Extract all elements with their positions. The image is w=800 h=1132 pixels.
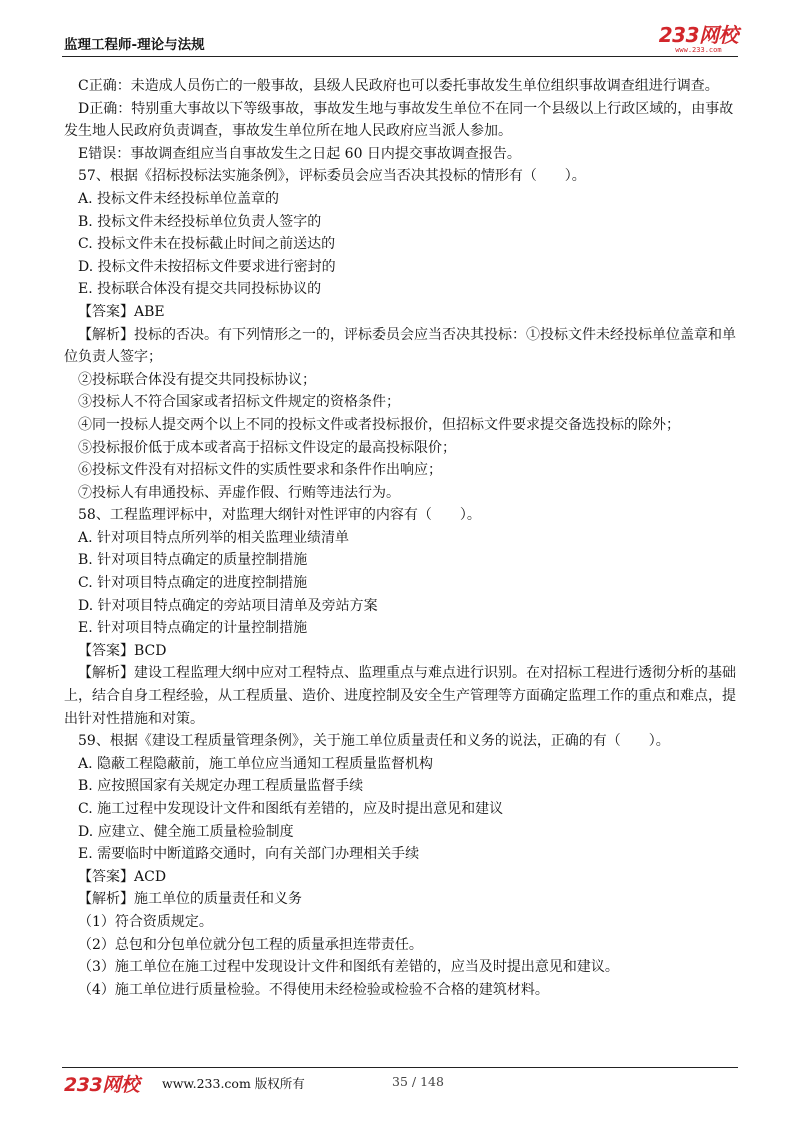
text-line: E. 投标联合体没有提交共同投标协议的 — [78, 281, 322, 298]
text-line: 58、工程监理评标中，对监理大纲针对性评审的内容有（ ）。 — [78, 507, 481, 524]
text-line: 【答案】ABE — [78, 303, 165, 320]
text-line: （3）施工单位在施工过程中发现设计文件和图纸有差错的，应当及时提出意见和建议。 — [78, 959, 619, 976]
text-line: A. 投标文件未经投标单位盖章的 — [78, 190, 280, 207]
text-line: B. 针对项目特点确定的质量控制措施 — [78, 552, 308, 569]
text-line: D. 应建立、健全施工质量检验制度 — [78, 823, 294, 840]
text-line: 57、根据《招标投标法实施条例》，评标委员会应当否决其投标的情形有（ ）。 — [78, 168, 586, 185]
footer-divider — [62, 1067, 738, 1068]
text-line: 【答案】BCD — [78, 642, 167, 659]
text-line: （4）施工单位进行质量检验。不得使用未经检验或检验不合格的建筑材料。 — [78, 981, 549, 998]
text-line: （1）符合资质规定。 — [78, 913, 213, 930]
page-header — [62, 24, 738, 54]
text-line: 【解析】建设工程监理大纲中应对工程特点、监理重点与难点进行识别。在对招标工程进行透彻分析的基础上，结合自身工程经验，从工程质量、造价、进度控制及安全生产管理等方面确定监理工作的重点和难点，提出针对性措施和对策。 — [64, 665, 736, 727]
text-line: B. 投标文件未经投标单位负责人签字的 — [78, 213, 322, 230]
brand-logo — [659, 24, 738, 54]
text-line: 【答案】ACD — [78, 868, 167, 885]
text-line: C. 投标文件未在投标截止时间之前送达的 — [78, 236, 336, 253]
document-title: 监理工程师-理论与法规 — [64, 37, 205, 53]
text-line: E. 针对项目特点确定的计量控制措施 — [78, 620, 308, 637]
text-line: ⑦投标人有串通投标、弄虚作假、行贿等违法行为。 — [78, 484, 400, 501]
page-number: 35 / 148 — [392, 1074, 444, 1089]
text-line: ②投标联合体没有提交共同投标协议； — [78, 371, 316, 388]
logo-url: www.233.com — [675, 46, 722, 54]
text-line: E. 需要临时中断道路交通时，向有关部门办理相关手续 — [78, 846, 420, 863]
text-line: E错误：事故调查组应当自事故发生之日起 60 日内提交事故调查报告。 — [78, 145, 521, 162]
text-line: D. 针对项目特点确定的旁站项目清单及旁站方案 — [78, 597, 378, 614]
page-footer — [62, 1070, 738, 1096]
text-line: B. 应按照国家有关规定办理工程质量监督手续 — [78, 778, 364, 795]
header-divider — [62, 56, 738, 57]
text-line: A. 隐蔽工程隐蔽前，施工单位应当通知工程质量监督机构 — [78, 755, 434, 772]
text-line: A. 针对项目特点所列举的相关监理业绩清单 — [78, 529, 350, 546]
logo-text: 233网校 — [658, 23, 738, 47]
document-body — [64, 75, 736, 1001]
text-line: ③投标人不符合国家或者招标文件规定的资格条件； — [78, 394, 400, 411]
text-line: 【解析】投标的否决。有下列情形之一的，评标委员会应当否决其投标：①投标文件未经投标单位盖章和单位负责人签字； — [64, 326, 736, 366]
text-line: C. 针对项目特点确定的进度控制措施 — [78, 575, 308, 592]
text-line: ⑥投标文件没有对招标文件的实质性要求和条件作出响应； — [78, 462, 442, 479]
text-line: D正确：特别重大事故以下等级事故，事故发生地与事故发生单位不在同一个县级以上行政区域的，由事故发生地人民政府负责调查，事故发生单位所在地人民政府应当派人参加。 — [64, 100, 734, 140]
text-line: D. 投标文件未按招标文件要求进行密封的 — [78, 258, 336, 275]
text-line: 【解析】施工单位的质量责任和义务 — [78, 891, 302, 908]
text-line: C正确：未造成人员伤亡的一般事故，县级人民政府也可以委托事故发生单位组织事故调查组进行调查。 — [78, 78, 719, 94]
text-line: 59、根据《建设工程质量管理条例》，关于施工单位质量责任和义务的说法，正确的有（ ）。 — [78, 733, 670, 750]
footer-copyright: www.233.com 版权所有 — [162, 1076, 305, 1091]
text-line: （2）总包和分包单位就分包工程的质量承担连带责任。 — [78, 936, 423, 953]
footer-logo: 233网校 — [64, 1074, 140, 1096]
text-line: ④同一投标人提交两个以上不同的投标文件或者投标报价，但招标文件要求提交备选投标的除外； — [78, 416, 680, 433]
text-line: C. 施工过程中发现设计文件和图纸有差错的，应及时提出意见和建议 — [78, 801, 504, 817]
text-line: ⑤投标报价低于成本或者高于招标文件设定的最高投标限价； — [78, 439, 456, 456]
